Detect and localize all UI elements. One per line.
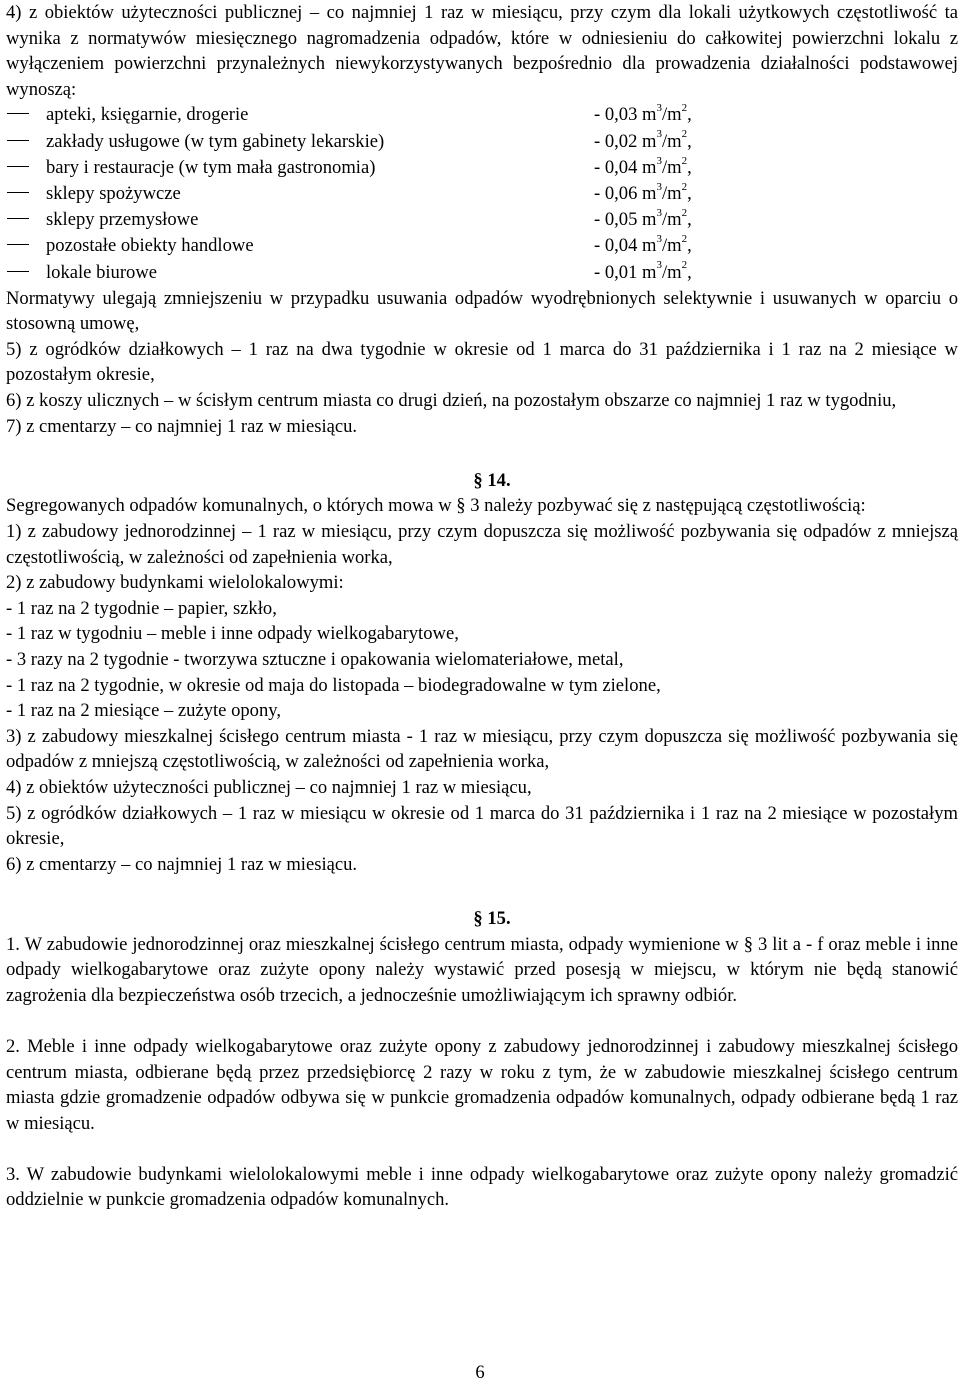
waste-norm-item xyxy=(6,181,958,207)
waste-norm-label: pozostałe obiekty handlowe xyxy=(46,235,254,257)
waste-norm-item xyxy=(6,102,958,128)
per-unit: /m xyxy=(662,261,682,283)
section-14-heading xyxy=(6,465,958,494)
trailing-comma: , xyxy=(687,104,692,126)
cubic-superscript: 3 xyxy=(656,102,662,115)
square-superscript: 2 xyxy=(681,102,688,115)
page-number: 6 xyxy=(475,1362,485,1383)
section-15-point-1: 1. W zabudowie jednorodzinnej oraz mieszkalnej ścisłego centrum miasta, odpady wymienione w § 3 lit a - f oraz meble i inne odpady wielkogabarytowe oraz zużyte opony należy wystawić przed posesją w miejscu, w którym nie będą stanowić zagrożenia dla bezpieczeństwa osób trzecich, a jednocześnie umożliwiającym ich sprawny odbiór. xyxy=(6,933,958,1006)
section-15-heading xyxy=(6,903,958,932)
waste-norm-value xyxy=(594,260,692,286)
dash-bullet-icon xyxy=(7,244,29,245)
document-page xyxy=(6,0,958,1213)
waste-norm-item xyxy=(6,207,958,233)
section-15-point-2: 2. Meble i inne odpady wielkogabarytowe oraz zużyte opony z zabudowy jednorodzinnej i zabudowy mieszkalnej ścisłego centrum miasta, odbierane będą przez przedsiębiorcę 2 razy w roku z tym, że w zabudowie mieszkalnej ścisłego centrum miasta gdzie gromadzenie odpadów odbywa się w punkcie gromadzenia odpadów komunalnych, odpady odbierane będą 1 raz w miesiącu. xyxy=(6,1035,958,1134)
waste-norm-label: sklepy spożywcze xyxy=(46,182,181,204)
section-14-item-2e: - 1 raz na 2 miesiące – zużyte opony, xyxy=(6,700,282,722)
cubic-superscript: 3 xyxy=(656,154,662,167)
section-14-item-2c: - 3 razy na 2 tygodnie - tworzywa sztuczne i opakowania wielomateriałowe, metal, xyxy=(6,649,624,670)
waste-norm-label: lokale biurowe xyxy=(46,261,158,283)
trailing-comma: , xyxy=(687,235,692,257)
trailing-comma: , xyxy=(687,209,692,231)
square-superscript: 2 xyxy=(681,206,688,219)
waste-norm-number: - 0,05 m xyxy=(594,209,657,231)
waste-norm-number: - 0,01 m xyxy=(594,261,657,283)
dash-bullet-icon xyxy=(7,218,29,219)
dash-bullet-icon xyxy=(7,166,29,167)
section-15-heading-text: § 15. xyxy=(473,907,511,929)
waste-norms-list xyxy=(6,102,958,285)
square-superscript: 2 xyxy=(681,233,688,246)
section-14-item-6: 6) z cmentarzy – co najmniej 1 raz w miesiącu. xyxy=(6,853,358,875)
spacer xyxy=(6,439,958,465)
cubic-superscript: 3 xyxy=(656,259,662,272)
section-15-point-3: 3. W zabudowie budynkami wielolokalowymi meble i inne odpady wielkogabarytowe oraz zużyte opony należy gromadzić oddzielnie w punkcie gromadzenia odpadów komunalnych. xyxy=(6,1163,958,1211)
waste-norm-number: - 0,04 m xyxy=(594,235,657,257)
cubic-superscript: 3 xyxy=(656,180,662,193)
section-14-item-2d: - 1 raz na 2 tygodnie, w okresie od maja do listopada – biodegradowalne w tym zielone, xyxy=(6,674,661,696)
waste-norm-item xyxy=(6,260,958,286)
section-14-heading-text: § 14. xyxy=(473,469,511,491)
section-14-item-2b: - 1 raz w tygodniu – meble i inne odpady wielkogabarytowe, xyxy=(6,623,459,645)
section-14-item-3: 3) z zabudowy mieszkalnej ścisłego centrum miasta - 1 raz w miesiącu, przy czym dopuszcza się możliwość pozbywania się odpadów z mniejszą częstotliwością, w zależności od zapełnienia worka, xyxy=(6,725,958,773)
section-14-item-2a: - 1 raz na 2 tygodnie – papier, szkło, xyxy=(6,597,277,619)
waste-norm-label: bary i restauracje (w tym mała gastronomia) xyxy=(46,156,376,178)
dash-bullet-icon xyxy=(7,271,29,272)
paragraph-5: 5) z ogródków działkowych – 1 raz na dwa tygodnie w okresie od 1 marca do 31 października i 1 raz na 2 miesiące w pozostałym okresie, xyxy=(6,338,958,386)
waste-norm-number: - 0,03 m xyxy=(594,104,657,126)
dash-bullet-icon xyxy=(7,140,29,141)
square-superscript: 2 xyxy=(681,259,688,272)
square-superscript: 2 xyxy=(681,128,688,141)
per-unit: /m xyxy=(662,235,682,257)
waste-norm-value xyxy=(594,129,692,155)
spacer xyxy=(6,1008,958,1034)
waste-norm-label: zakłady usługowe (w tym gabinety lekarskie) xyxy=(46,130,385,152)
waste-norm-item xyxy=(6,233,958,259)
cubic-superscript: 3 xyxy=(656,233,662,246)
square-superscript: 2 xyxy=(681,180,688,193)
section-14-item-5: 5) z ogródków działkowych – 1 raz w miesiącu w okresie od 1 marca do 31 października i 1 raz na 2 miesiące w pozostałym okresie, xyxy=(6,802,958,850)
waste-norm-number: - 0,02 m xyxy=(594,130,657,152)
cubic-superscript: 3 xyxy=(656,206,662,219)
dash-bullet-icon xyxy=(7,192,29,193)
waste-norm-number: - 0,06 m xyxy=(594,182,657,204)
waste-norm-number: - 0,04 m xyxy=(594,156,657,178)
trailing-comma: , xyxy=(687,156,692,178)
waste-norm-value xyxy=(594,181,692,207)
waste-norm-value xyxy=(594,207,692,233)
spacer xyxy=(6,877,958,903)
per-unit: /m xyxy=(662,156,682,178)
waste-norm-item xyxy=(6,155,958,181)
section-14-intro: Segregowanych odpadów komunalnych, o których mowa w § 3 należy pozbywać się z następującą częstotliwością: xyxy=(6,495,866,517)
trailing-comma: , xyxy=(687,261,692,283)
per-unit: /m xyxy=(662,182,682,204)
section-14-item-1: 1) z zabudowy jednorodzinnej – 1 raz w miesiącu, przy czym dopuszcza się możliwość pozbywania się odpadów z mniejszą częstotliwością, w zależności od zapełnienia worka, xyxy=(6,521,958,568)
section-14-item-4: 4) z obiektów użyteczności publicznej – co najmniej 1 raz w miesiącu, xyxy=(6,776,532,798)
square-superscript: 2 xyxy=(681,154,688,167)
paragraph-7: 7) z cmentarzy – co najmniej 1 raz w miesiącu. xyxy=(6,415,358,437)
waste-norm-value xyxy=(594,102,692,128)
norms-reduction-note: Normatywy ulegają zmniejszeniu w przypadku usuwania odpadów wyodrębnionych selektywnie i usuwanych w oparciu o stosowną umowę, xyxy=(6,287,958,335)
section-14-item-2: 2) z zabudowy budynkami wielolokalowymi: xyxy=(6,572,344,594)
paragraph-4-intro: 4) z obiektów użyteczności publicznej – co najmniej 1 raz w miesiącu, przy czym dla lokali użytkowych częstotliwość ta wynika z normatywów miesięcznego nagromadzenia odpadów, które w odniesieniu do całkowitej powierzchni lokalu z wyłączeniem powierzchni przynależnych niewykorzystywanych bezpośrednio dla prowadzenia działalności podstawowej wynoszą: xyxy=(6,2,958,100)
spacer xyxy=(6,1136,958,1162)
waste-norm-value xyxy=(594,233,692,259)
cubic-superscript: 3 xyxy=(656,128,662,141)
waste-norm-label: sklepy przemysłowe xyxy=(46,209,199,231)
trailing-comma: , xyxy=(687,182,692,204)
per-unit: /m xyxy=(662,104,682,126)
waste-norm-item xyxy=(6,129,958,155)
trailing-comma: , xyxy=(687,130,692,152)
waste-norm-label: apteki, księgarnie, drogerie xyxy=(46,104,249,126)
per-unit: /m xyxy=(662,209,682,231)
waste-norm-value xyxy=(594,155,692,181)
dash-bullet-icon xyxy=(7,113,29,114)
paragraph-6: 6) z koszy ulicznych – w ścisłym centrum miasta co drugi dzień, na pozostałym obszarze co najmniej 1 raz w tygodniu, xyxy=(6,390,897,412)
per-unit: /m xyxy=(662,130,682,152)
